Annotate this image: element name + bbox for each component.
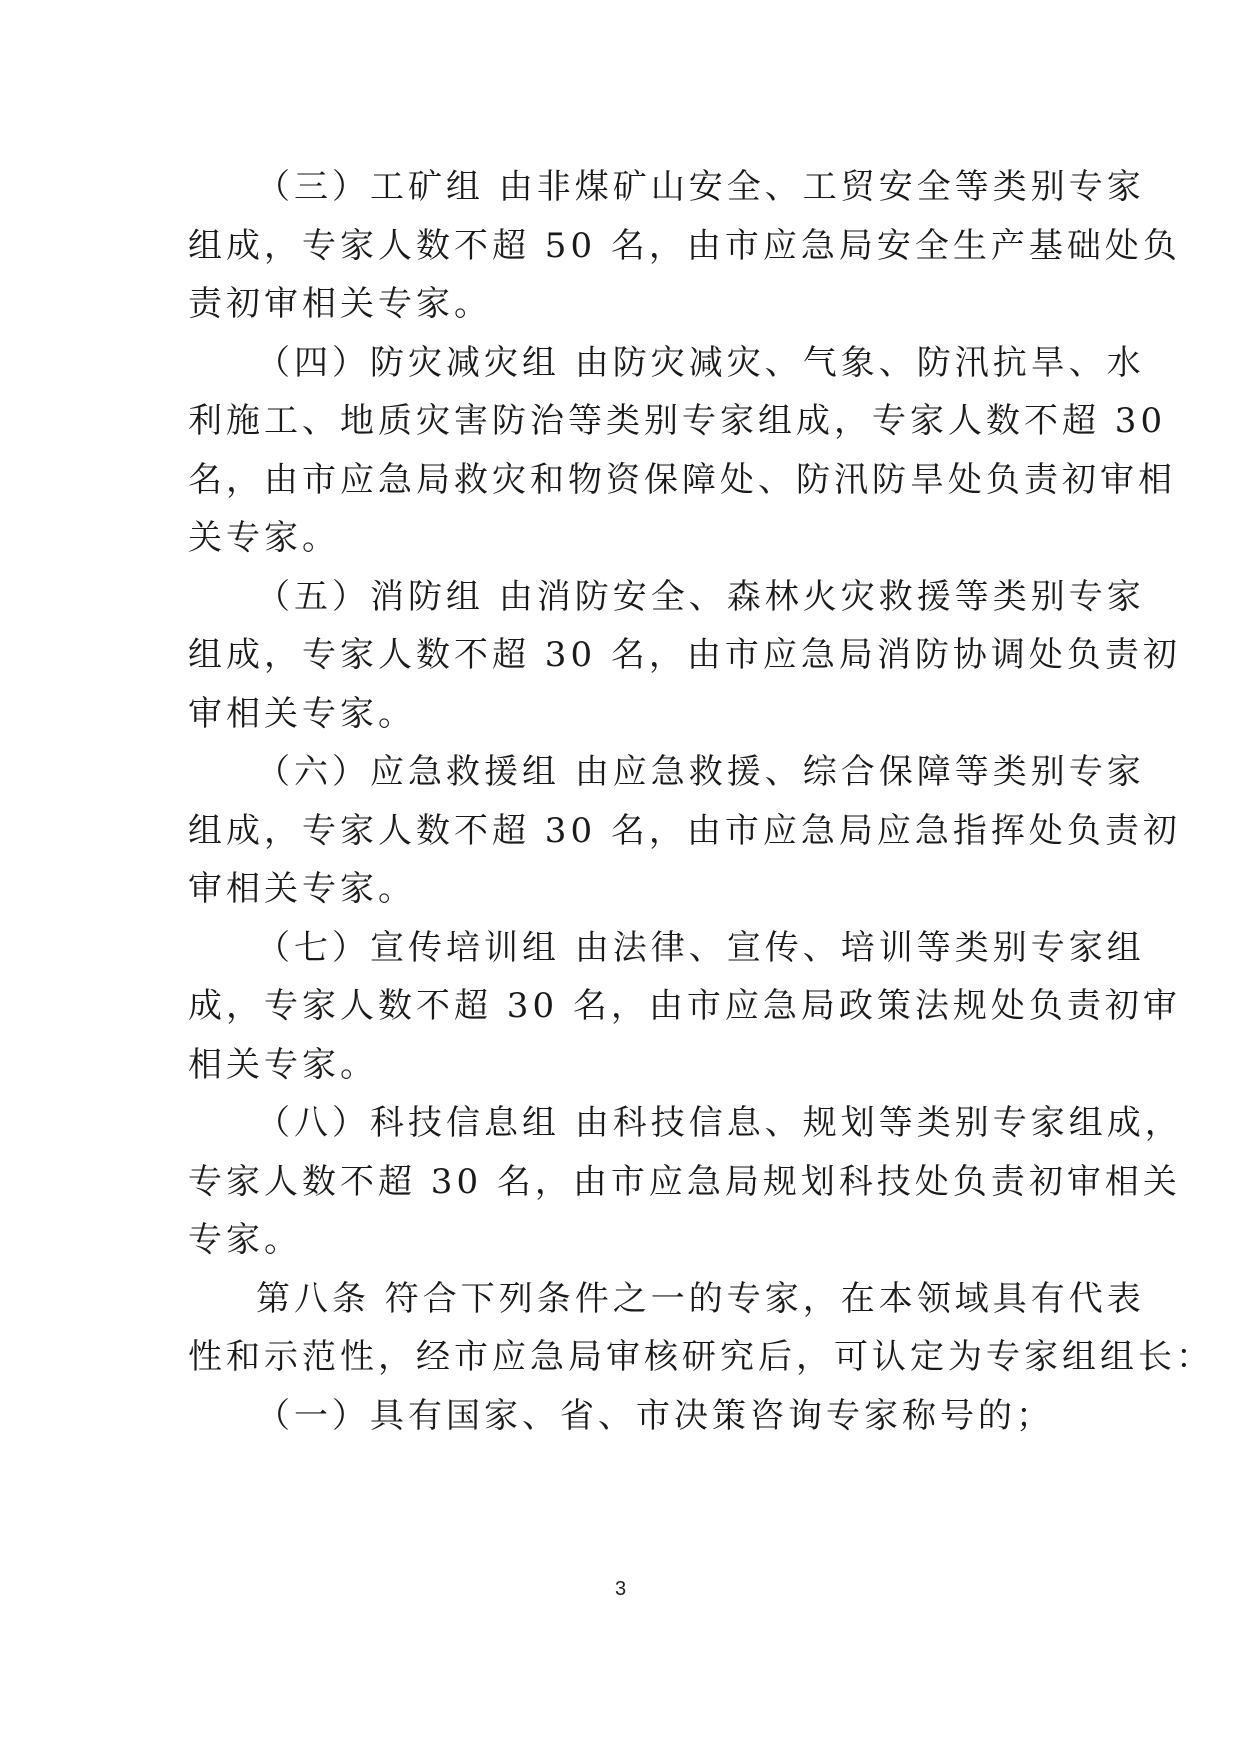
paragraph-fire-group: [188, 568, 1181, 744]
text-line: 组成，专家人数不超 50 名，由市应急局安全生产基础处负: [188, 225, 1181, 266]
text-line: （一）具有国家、省、市决策咨询专家称号的；: [256, 1395, 1054, 1436]
text-line: 利施工、地质灾害防治等类别专家组成，专家人数不超 30: [188, 401, 1167, 441]
text-line: （六）应急救援组 由应急救援、综合保障等类别专家: [256, 752, 1145, 792]
paragraph-publicity-group: [188, 919, 1181, 1095]
text-line: （四）防灾减灾组 由防灾减灾、气象、防汛抗旱、水: [256, 342, 1145, 383]
text-line: 第八条 符合下列条件之一的专家，在本领域具有代表: [256, 1278, 1145, 1319]
text-line: （三）工矿组 由非煤矿山安全、工贸安全等类别专家: [256, 167, 1145, 207]
page-number: 3: [614, 1578, 627, 1600]
text-line: （七）宣传培训组 由法律、宣传、培训等类别专家组: [256, 927, 1145, 968]
text-line: 成，专家人数不超 30 名，由市应急局政策法规处负责初审: [188, 986, 1181, 1026]
text-line: 审相关专家。: [188, 693, 416, 734]
paragraph-rescue-group: [188, 743, 1181, 919]
paragraph-disaster-group: [188, 334, 1176, 568]
text-line: 相关专家。: [188, 1044, 378, 1085]
text-line: 组成，专家人数不超 30 名，由市应急局消防协调处负责初: [188, 635, 1181, 675]
text-line: 关专家。: [188, 518, 340, 558]
text-line: （五）消防组 由消防安全、森林火灾救援等类别专家: [256, 576, 1145, 617]
text-line: 责初审相关专家。: [188, 284, 492, 324]
text-line: 性和示范性，经市应急局审核研究后，可认定为专家组组长：: [188, 1337, 1214, 1377]
text-line: （八）科技信息组 由科技信息、规划等类别专家组成，: [256, 1103, 1183, 1143]
text-line: 审相关专家。: [188, 869, 416, 909]
paragraph-article-eight: [188, 1270, 1214, 1387]
text-line: 组成，专家人数不超 30 名，由市应急局应急指挥处负责初: [188, 810, 1181, 851]
text-line: 专家。: [188, 1220, 302, 1260]
text-line: 名，由市应急局救灾和物资保障处、防汛防旱处负责初审相: [188, 459, 1176, 500]
paragraph-mining-group: [188, 158, 1181, 334]
paragraph-tech-group: [188, 1094, 1183, 1270]
paragraph-condition-one: [188, 1387, 1054, 1446]
document-body: [188, 158, 1214, 1445]
text-line: 专家人数不超 30 名，由市应急局规划科技处负责初审相关: [188, 1161, 1181, 1202]
